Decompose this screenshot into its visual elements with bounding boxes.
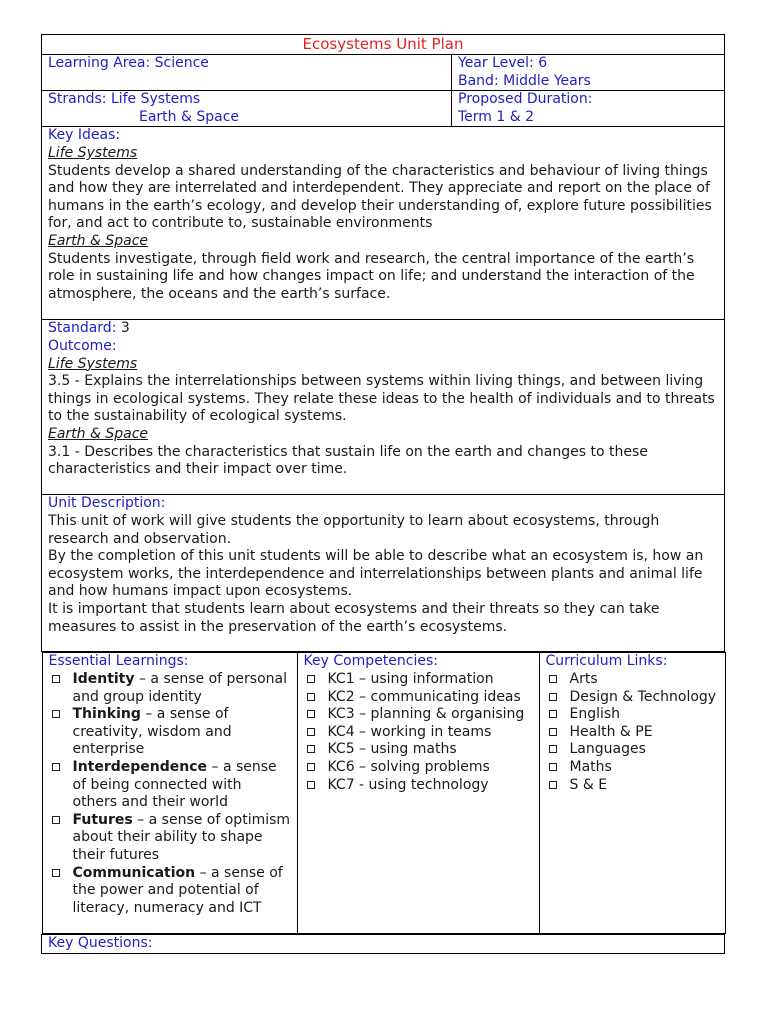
- list-item: Identity – a sense of personal and group identity: [49, 671, 291, 706]
- standard-value: 3: [120, 320, 130, 337]
- unit-plan-page: [41, 34, 724, 954]
- learning-area-label: Learning Area:: [48, 55, 151, 71]
- checkbox-bullet-icon: [549, 675, 557, 683]
- list-item: Thinking – a sense of creativity, wisdom and enterprise: [49, 706, 291, 759]
- checkbox-bullet-icon: [549, 781, 557, 789]
- list-item: Design & Technology: [546, 689, 719, 707]
- outcome-life-heading: Life Systems: [48, 355, 138, 372]
- list-item: KC2 – communicating ideas: [304, 689, 533, 707]
- checkbox-bullet-icon: [52, 869, 60, 877]
- checkbox-bullet-icon: [549, 763, 557, 771]
- checkbox-bullet-icon: [307, 728, 315, 736]
- checkbox-bullet-icon: [307, 710, 315, 718]
- checkbox-bullet-icon: [549, 693, 557, 701]
- checkbox-bullet-icon: [307, 693, 315, 701]
- key-ideas-earth-text: Students investigate, through field work and research, the central importance of the earth’s role in sustaining life and how changes impact on life; and understand the interaction of the atmosphere, the oceans and the earth’s surface.: [48, 250, 695, 302]
- unit-description-p2: By the completion of this unit students will be able to describe what an ecosystem is, how an ecosystem works, the interdependence and interrelationships between plants and animal life and how humans impact upon ecosystems.: [48, 548, 704, 600]
- outcome-life-text: 3.5 - Explains the interrelationships between systems within living things, and between living things in ecological systems. They relate these ideas to the health of individuals and to threats to the sustainability of ecological systems.: [48, 373, 715, 425]
- unit-description-section: [42, 495, 725, 652]
- checkbox-bullet-icon: [307, 781, 315, 789]
- curriculum-links-list: [546, 671, 719, 794]
- strand-life-systems: Life Systems: [110, 91, 201, 108]
- standard-label: Standard:: [48, 320, 117, 337]
- key-competencies-label: Key Competencies:: [303, 653, 438, 670]
- unit-plan-table: [41, 34, 725, 954]
- list-item: Communication – a sense of the power and potential of literacy, numeracy and ICT: [49, 865, 291, 918]
- key-competencies-cell: [297, 653, 539, 934]
- checkbox-bullet-icon: [52, 763, 60, 771]
- key-questions-label: Key Questions:: [48, 935, 153, 952]
- duration-cell: [452, 91, 725, 127]
- checkbox-bullet-icon: [52, 710, 60, 718]
- key-ideas-life-text: Students develop a shared understanding of the characteristics and behaviour of living things and how they are interrelated and interdependent. They appreciate and report on the place of humans in the earth’s ecology, and develop their understanding of, explore future possibilities for, and act to contribute to, sustainable environments: [48, 162, 712, 232]
- learnings-row: [42, 652, 725, 935]
- proposed-duration-value: Term 1 & 2: [458, 108, 535, 125]
- learning-area-value: Science: [154, 55, 209, 71]
- page-title: Ecosystems Unit Plan: [42, 35, 725, 55]
- learnings-table: [42, 652, 726, 934]
- curriculum-links-label: Curriculum Links:: [545, 653, 668, 670]
- essential-learnings-cell: [42, 653, 297, 934]
- list-item: Maths: [546, 759, 719, 777]
- unit-description-p1: This unit of work will give students the opportunity to learn about ecosystems, through research and observation.: [48, 512, 660, 547]
- proposed-duration-label: Proposed Duration:: [458, 91, 593, 108]
- key-ideas-section: [42, 127, 725, 320]
- checkbox-bullet-icon: [549, 728, 557, 736]
- key-ideas-life-heading: Life Systems: [48, 144, 138, 161]
- list-item: KC7 - using technology: [304, 777, 533, 795]
- outcome-earth-heading: Earth & Space: [48, 425, 149, 442]
- checkbox-bullet-icon: [549, 745, 557, 753]
- list-item: English: [546, 706, 719, 724]
- list-item: S & E: [546, 777, 719, 795]
- list-item: KC5 – using maths: [304, 741, 533, 759]
- year-level-label: Year Level:: [458, 55, 534, 71]
- key-ideas-earth-heading: Earth & Space: [48, 232, 149, 249]
- checkbox-bullet-icon: [52, 816, 60, 824]
- essential-learnings-list: [49, 671, 291, 917]
- list-item: Futures – a sense of optimism about their ability to shape their futures: [49, 812, 291, 865]
- curriculum-links-cell: [539, 653, 725, 934]
- strands-label: Strands:: [48, 91, 107, 108]
- year-level-value: 6: [538, 55, 548, 71]
- list-item: KC1 – using information: [304, 671, 533, 689]
- unit-description-label: Unit Description:: [48, 495, 166, 512]
- key-ideas-label: Key Ideas:: [48, 127, 121, 144]
- checkbox-bullet-icon: [307, 745, 315, 753]
- key-competencies-list: [304, 671, 533, 794]
- band-label: Band:: [458, 72, 499, 89]
- essential-learnings-label: Essential Learnings:: [48, 653, 189, 670]
- checkbox-bullet-icon: [307, 675, 315, 683]
- outcome-earth-text: 3.1 - Describes the characteristics that sustain life on the earth and changes to these characteristics and their impact over time.: [48, 443, 648, 478]
- list-item: KC6 – solving problems: [304, 759, 533, 777]
- unit-description-p3: It is important that students learn about ecosystems and their threats so they can take measures to assist in the preservation of the earth’s ecosystems.: [48, 600, 660, 635]
- standard-outcome-section: [42, 320, 725, 495]
- list-item: Interdependence – a sense of being connected with others and their world: [49, 759, 291, 812]
- strand-earth-space: Earth & Space: [139, 108, 240, 125]
- band-value: Middle Years: [503, 72, 591, 89]
- checkbox-bullet-icon: [307, 763, 315, 771]
- checkbox-bullet-icon: [549, 710, 557, 718]
- year-level-cell: [452, 55, 725, 91]
- learning-area-cell: [42, 55, 452, 91]
- list-item: Languages: [546, 741, 719, 759]
- checkbox-bullet-icon: [52, 675, 60, 683]
- list-item: Health & PE: [546, 724, 719, 742]
- list-item: KC4 – working in teams: [304, 724, 533, 742]
- outcome-label: Outcome:: [48, 337, 117, 354]
- list-item: Arts: [546, 671, 719, 689]
- key-questions-section: [42, 935, 725, 954]
- strands-cell: [42, 91, 452, 127]
- list-item: KC3 – planning & organising: [304, 706, 533, 724]
